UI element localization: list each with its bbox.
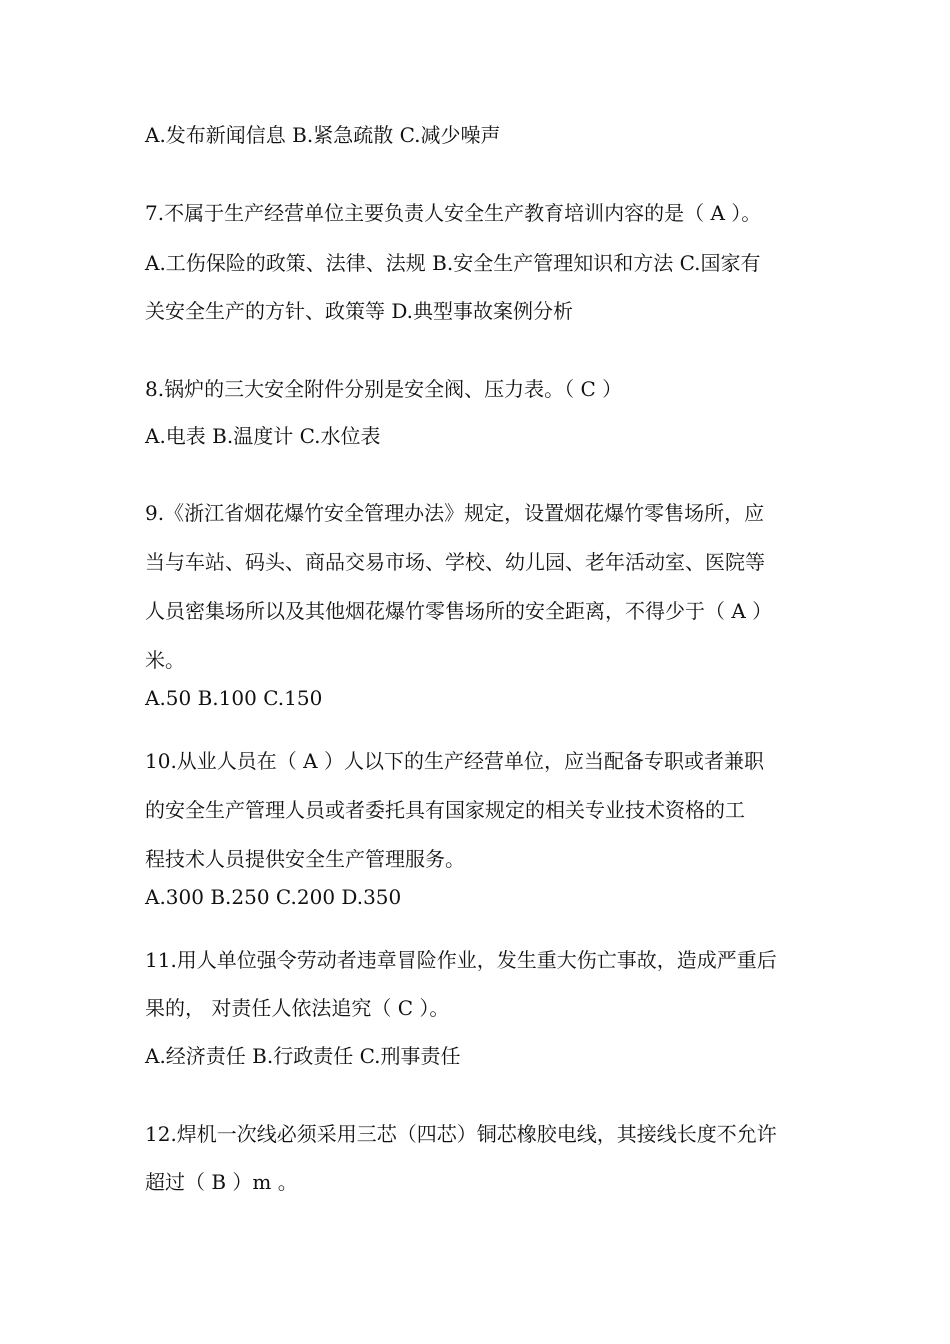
q9-options: A.50 B.100 C.150 [145,686,323,710]
q10-options: A.300 B.250 C.200 D.350 [145,885,402,909]
q10-question-line1: 10.从业人员在（ A ）人以下的生产经营单位，应当配备专职或者兼职 [145,749,764,773]
q8-question: 8.锅炉的三大安全附件分别是安全阀、压力表。（ C ） [145,377,623,401]
q10-question-line3: 程技术人员提供安全生产管理服务。 [145,847,465,871]
q7-question: 7.不属于生产经营单位主要负责人安全生产教育培训内容的是（ A ）。 [145,201,762,225]
q11-options: A.经济责任 B.行政责任 C.刑事责任 [145,1044,461,1068]
q10-question-line2: 的安全生产管理人员或者委托具有国家规定的相关专业技术资格的工 [145,798,745,822]
q7-options-line2: 关安全生产的方针、政策等 D.典型事故案例分析 [145,299,574,323]
q12-question-line2: 超过（ B ）m 。 [145,1170,298,1194]
q9-question-line4: 米。 [145,648,185,672]
q8-options: A.电表 B.温度计 C.水位表 [145,424,381,448]
q12-question-line1: 12.焊机一次线必须采用三芯（四芯）铜芯橡胶电线，其接线长度不允许 [145,1122,777,1146]
q9-question-line2: 当与车站、码头、商品交易市场、学校、幼儿园、老年活动室、医院等 [145,550,765,574]
q11-question-line1: 11.用人单位强令劳动者违章冒险作业，发生重大伤亡事故，造成严重后 [145,948,777,972]
q9-question-line1: 9.《浙江省烟花爆竹安全管理办法》规定，设置烟花爆竹零售场所，应 [145,501,765,525]
q11-question-line2: 果的， 对责任人依法追究（ C ）。 [145,996,450,1020]
q9-question-line3: 人员密集场所以及其他烟花爆竹零售场所的安全距离，不得少于（ A ） [145,599,773,623]
q7-options-line1: A.工伤保险的政策、法律、法规 B.安全生产管理知识和方法 C.国家有 [145,251,761,275]
q6-options: A.发布新闻信息 B.紧急疏散 C.减少噪声 [145,123,501,147]
